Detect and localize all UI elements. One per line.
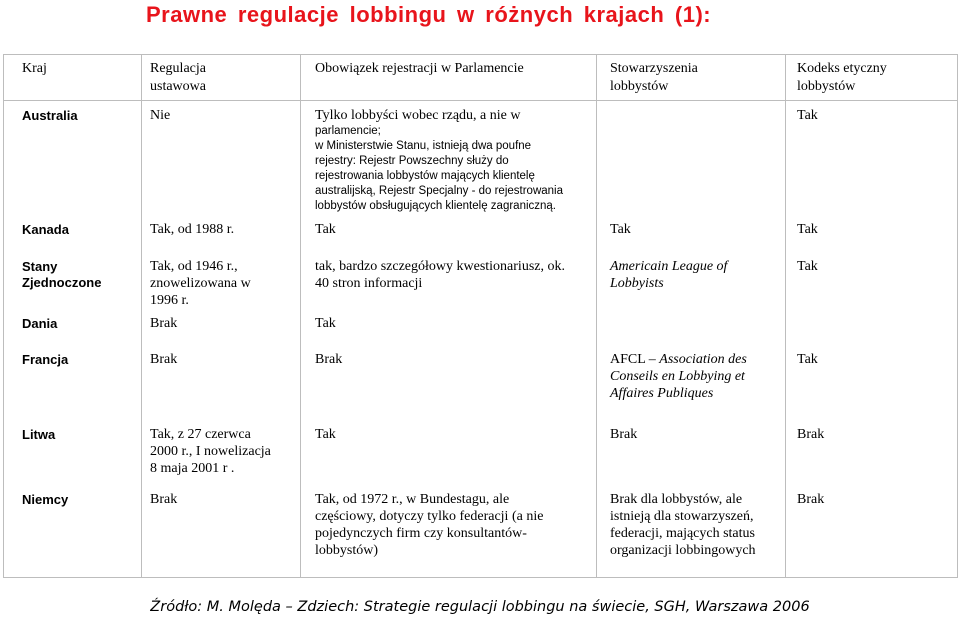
column-divider	[300, 54, 301, 578]
row-francja-country: Francja	[22, 352, 69, 367]
row-niemcy-country: Niemcy	[22, 492, 69, 507]
slide-title: Prawne regulacje lobbingu w różnych krajach (1):	[146, 2, 712, 27]
row-dania-regulacja: Brak	[150, 316, 178, 331]
row-kanada-obowiazek: Tak	[315, 222, 336, 237]
row-litwa-kodeks: Brak	[797, 427, 825, 442]
row-niemcy-regulacja: Brak	[150, 492, 178, 507]
header-stowarzyszenia: Stowarzyszenia lobbystów	[610, 61, 698, 94]
row-francja-kodeks: Tak	[797, 352, 818, 367]
row-francja-stowarzyszenia: AFCL – Association des Conseils en Lobbying et Affaires Publiques	[610, 352, 747, 401]
row-litwa-regulacja: Tak, z 27 czerwca 2000 r., I nowelizacja 8 maja 2001 r .	[150, 427, 271, 476]
row-usa-stowarzyszenia: Americain League of Lobbyists	[610, 259, 728, 291]
row-australia-obowiazek: Tylko lobbyści wobec rządu, a nie w parlamencie; w Ministerstwie Stanu, istnieją dwa poufne rejestry: Rejestr Powszechny służy do rejestrowania lobbystów mających klientelę australijską, Rejestr Specjalny - do rejestrowania lobbystów obsługujących klientelę zagraniczną.	[315, 108, 563, 212]
column-divider	[596, 54, 597, 578]
row-niemcy-kodeks: Brak	[797, 492, 825, 507]
row-litwa-obowiazek: Tak	[315, 427, 336, 442]
row-niemcy-obowiazek: Tak, od 1972 r., w Bundestagu, ale częściowy, dotyczy tylko federacji (a nie pojedynczych firm czy konsultantów- lobbystów)	[315, 492, 544, 558]
source-citation: Źródło: M. Molęda – Zdziech: Strategie regulacji lobbingu na świecie, SGH, Warszawa 2006	[150, 599, 810, 615]
row-niemcy-stowarzyszenia: Brak dla lobbystów, ale istnieją dla stowarzyszeń, federacji, mających status organizacji lobbingowych	[610, 492, 756, 558]
column-divider	[141, 54, 142, 578]
header-kraj: Kraj	[22, 61, 47, 76]
header-regulacja: Regulacja ustawowa	[150, 61, 206, 94]
row-australia-country: Australia	[22, 108, 78, 123]
row-litwa-stowarzyszenia: Brak	[610, 427, 638, 442]
header-obowiazek: Obowiązek rejestracji w Parlamencie	[315, 61, 524, 76]
row-kanada-regulacja: Tak, od 1988 r.	[150, 222, 235, 237]
row-francja-regulacja: Brak	[150, 352, 178, 367]
row-usa-country: Stany Zjednoczone	[22, 259, 102, 290]
row-litwa-country: Litwa	[22, 427, 56, 442]
row-dania-country: Dania	[22, 316, 58, 331]
column-divider	[785, 54, 786, 578]
row-kanada-stowarzyszenia: Tak	[610, 222, 631, 237]
header-kodeks: Kodeks etyczny lobbystów	[797, 61, 887, 94]
row-australia-kodeks: Tak	[797, 108, 818, 123]
row-francja-obowiazek: Brak	[315, 352, 343, 367]
row-kanada-kodeks: Tak	[797, 222, 818, 237]
row-usa-obowiazek: tak, bardzo szczegółowy kwestionariusz, ok. 40 stron informacji	[315, 259, 565, 291]
row-dania-obowiazek: Tak	[315, 316, 336, 331]
row-kanada-country: Kanada	[22, 222, 69, 237]
header-divider	[3, 100, 958, 101]
row-australia-regulacja: Nie	[150, 108, 171, 123]
row-usa-regulacja: Tak, od 1946 r., znowelizowana w 1996 r.	[150, 259, 251, 308]
row-usa-kodeks: Tak	[797, 259, 818, 274]
